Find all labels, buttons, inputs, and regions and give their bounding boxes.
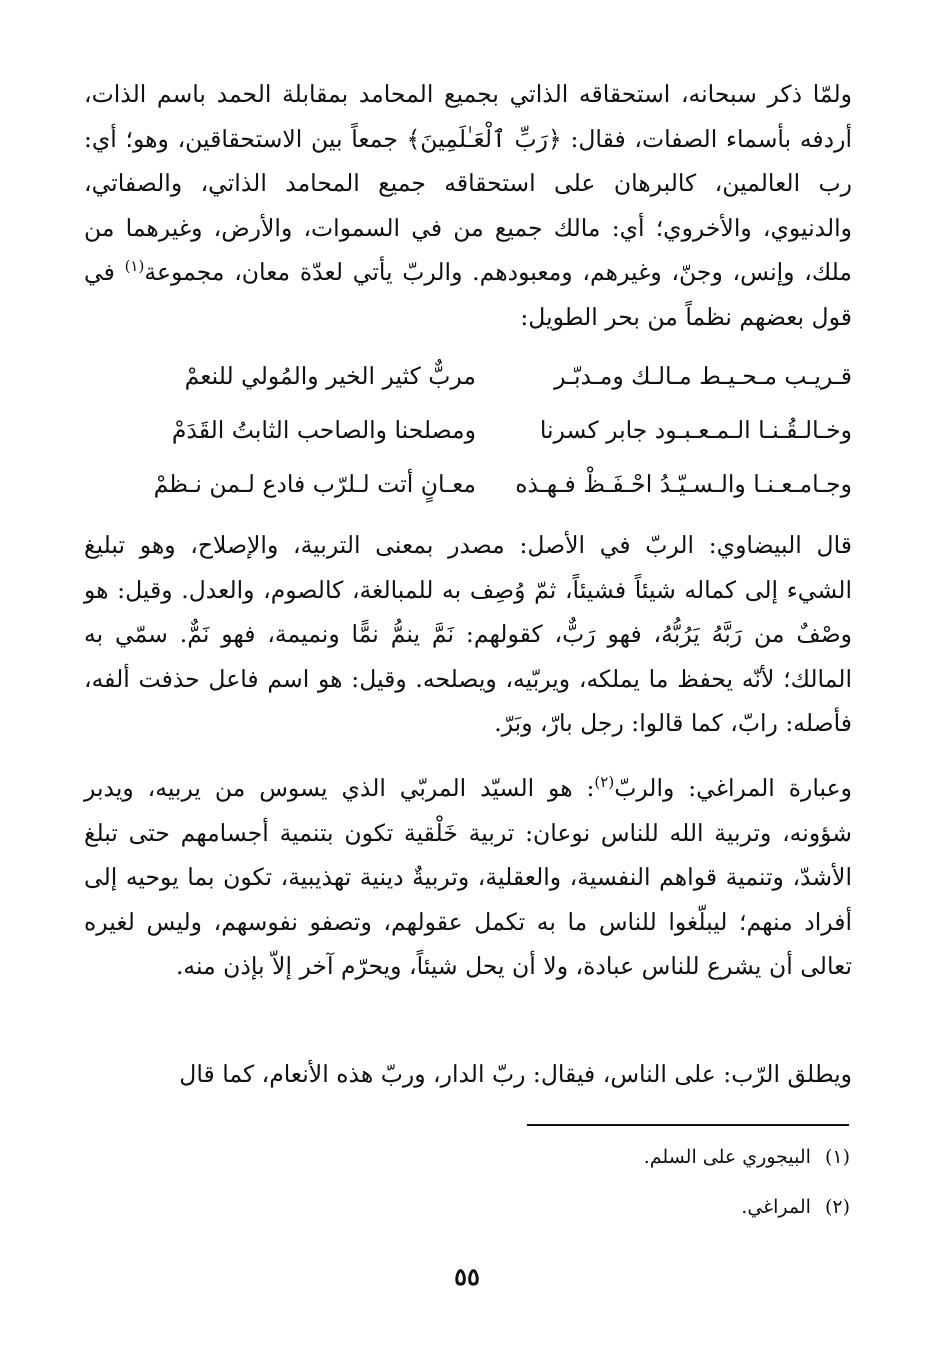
paragraph-1-text-a: ولمّا ذكر سبحانه، استحقاقه الذاتي بجميع المحامد بمقابلة الحمد باسم الذات، أردفه بأسماء الصفات، فقال: ﴿رَبِّ ٱلْعَـٰلَمِينَ﴾ جمعاً بين الاستحقاقين، وهو؛ أي: رب العالمين، كالبرهان على استحقاقه جميع المحامد الذاتي، والصفاتي، والدنيوي، والأخروي؛ أي: مالك جميع من في السموات، والأرض، وغيرهما من ملك، وإنس، وجنّ، وغيرهم، ومعبودهم. والربّ يأتي لعدّة معان، مجموعة [84,80,852,287]
verse-1-second-hemistich: مربٌّ كثير الخير والمُولي للنعمْ [184,362,476,390]
footnote-separator [527,1124,849,1126]
paragraph-3-text-b: : هو السيّد المربّي الذي يسوس من يربيه، ويدبر شؤونه، وتربية الله للناس نوعان: تربية خَلْقية تكون بتنمية أجسامهم حتى تبلغ الأشدّ، وتنمية قواهم النفسية، والعقلية، وتربيةٌ دينية تهذيبية، تكون بما يوحيه إلى أفراد منهم؛ ليبلّغوا للناس ما به تكمل عقولهم، وتصفو نفوسهم، وليس لغيره تعالى أن يشرع للناس عبادة، ولا أن يحل شيئاً، ويحرّم آخر إلاّ بإذن منه. [84,774,852,981]
footnote-ref-1: (١) [124,257,145,276]
paragraph-3-text-a: وعبارة المراغي: والربّ [614,774,852,802]
paragraph-2: قال البيضاوي: الربّ في الأصل: مصدر بمعنى التربية، والإصلاح، وهو تبليغ الشيء إلى كماله شيئاً فشيئاً، ثمّ وُصِف به للمبالغة، كالصوم، والعدل. وقيل: هو وصْفٌ من رَبَّهُ يَرُبُّهُ، فهو رَبٌّ، كقولهم: نَمَّ ينمُّ نمًّا ونميمة، فهو نَمٌّ. سمّي به المالك؛ لأنّه يحفظ ما يملكه، ويربّيه، ويصلحه. وقيل: هو اسم فاعل حذفت ألفه، فأصله: رابّ، كما قالوا: رجل بارّ، وبَرّ. [84,531,852,738]
footnote-2 [150,1192,850,1222]
footnote-2-text: المراغي. [741,1196,811,1218]
page-number: ٥٥ [454,1262,480,1291]
verse-3-first-hemistich: وجـامـعـنـا والـسـيّـدُ احْـفَـظْ فـهـذه [515,470,852,498]
verse-3-second-hemistich: معـانٍ أتت لـلرّب فادع لـمن نـظمْ [153,470,476,498]
footnote-1-text: البيجوري على السلم. [643,1146,811,1168]
footnote-1 [150,1142,850,1172]
paragraph-3 [84,766,852,989]
verse-2-first-hemistich: وخـالـقُـنـا الـمـعـبـود جابر كسرنا [539,416,852,444]
footnote-1-number: (١) [824,1146,850,1168]
paragraph-1 [84,72,852,340]
footnote-ref-2: (٢) [594,773,615,792]
verse-1-first-hemistich: قـريـب مـحـيـط مـالـك ومـدبّـر [554,362,852,390]
footnote-2-number: (٢) [824,1196,850,1218]
paragraph-1-text-b: في قول بعضهم نظماً من بحر الطويل: [84,258,852,331]
verse-2-second-hemistich: ومصلحنا والصاحب الثابتُ القَدَمْ [171,416,476,444]
paragraph-4: ويطلق الرّب: على الناس، فيقال: ربّ الدار، وربّ هذه الأنعام، كما قال [179,1060,852,1088]
